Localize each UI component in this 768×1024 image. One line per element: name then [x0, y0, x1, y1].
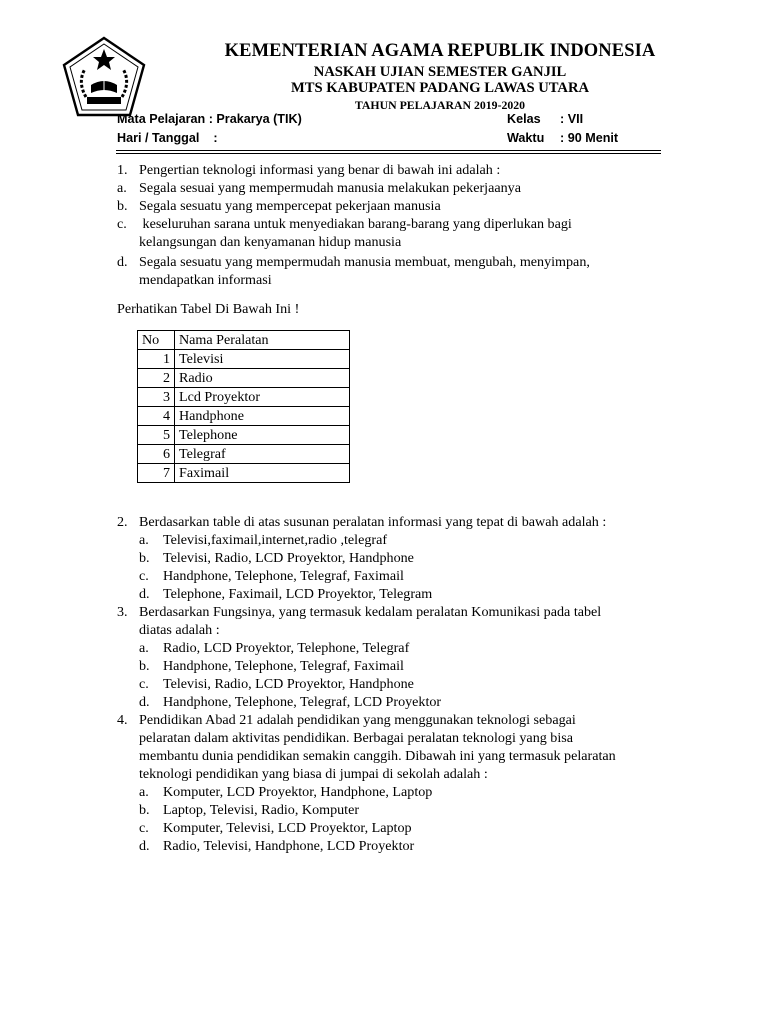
class-label: Kelas	[507, 112, 541, 126]
q1-option-d-line1: Segala sesuatu yang mempermudah manusia membuat, mengubah, menyimpan,	[139, 254, 590, 270]
class-value: : VII	[560, 112, 584, 126]
table-cell-no: 1	[138, 350, 175, 369]
table-cell-no: 2	[138, 369, 175, 388]
q4-option-letter: a.	[139, 784, 149, 800]
table-cell-name: Handphone	[175, 407, 350, 426]
table-row	[138, 445, 350, 464]
question-4-text-line3: membantu dunia pendidikan semakin canggih. Dibawah ini yang termasuk pelaratan	[139, 748, 616, 764]
time-value: : 90 Menit	[560, 131, 619, 145]
question-2-text: Berdasarkan table di atas susunan peralatan informasi yang tepat di bawah adalah :	[139, 514, 607, 530]
q4-option-b: Laptop, Televisi, Radio, Komputer	[163, 802, 360, 818]
table-cell-no: 3	[138, 388, 175, 407]
q3-option-a: Radio, LCD Proyektor, Telephone, Telegraf	[163, 640, 410, 656]
question-1-text: Pengertian teknologi informasi yang benar di bawah ini adalah :	[139, 162, 501, 178]
q3-option-b: Handphone, Telephone, Telegraf, Faximail	[163, 658, 404, 674]
kemenag-logo-icon	[60, 35, 148, 119]
question-3-text-line2: diatas adalah :	[139, 622, 220, 638]
q2-option-b: Televisi, Radio, LCD Proyektor, Handphone	[163, 550, 414, 566]
q4-option-a: Komputer, LCD Proyektor, Handphone, Laptop	[163, 784, 433, 800]
school-name: MTS KABUPATEN PADANG LAWAS UTARA	[290, 80, 590, 96]
q1-option-letter: a.	[117, 180, 127, 196]
subject-label: Mata Pelajaran : Prakarya (TIK)	[117, 112, 302, 126]
question-4-number: 4.	[117, 712, 128, 728]
table-cell-name: Lcd Proyektor	[175, 388, 350, 407]
table-row	[138, 350, 350, 369]
q1-option-letter: b.	[117, 198, 128, 214]
question-4-text-line4: teknologi pendidikan yang biasa di jumpai di sekolah adalah :	[139, 766, 488, 782]
table-cell-no: 6	[138, 445, 175, 464]
table-header-no: No	[138, 331, 175, 350]
q4-option-c: Komputer, Televisi, LCD Proyektor, Laptop	[163, 820, 412, 836]
q1-option-c-line2: kelangsungan dan kenyamanan hidup manusia	[139, 234, 402, 250]
q3-option-letter: a.	[139, 640, 149, 656]
table-cell-no: 4	[138, 407, 175, 426]
q3-option-letter: b.	[139, 658, 150, 674]
table-intro: Perhatikan Tabel Di Bawah Ini !	[117, 301, 300, 317]
table-cell-no: 5	[138, 426, 175, 445]
q1-option-letter: d.	[117, 254, 128, 270]
q4-option-letter: b.	[139, 802, 150, 818]
table-cell-name: Telephone	[175, 426, 350, 445]
question-3-number: 3.	[117, 604, 128, 620]
table-row	[138, 464, 350, 483]
table-cell-name: Faximail	[175, 464, 350, 483]
time-label: Waktu	[507, 131, 545, 145]
table-header-row	[138, 331, 350, 350]
q2-option-letter: a.	[139, 532, 149, 548]
q3-option-d: Handphone, Telephone, Telegraf, LCD Proyektor	[163, 694, 442, 710]
q2-option-letter: c.	[139, 568, 149, 584]
date-label: Hari / Tanggal :	[117, 131, 218, 145]
question-3-text-line1: Berdasarkan Fungsinya, yang termasuk kedalam peralatan Komunikasi pada tabel	[139, 604, 602, 620]
q2-option-d: Telephone, Faximail, LCD Proyektor, Telegram	[163, 586, 433, 602]
header-divider-top	[116, 150, 661, 151]
question-4-text-line1: Pendidikan Abad 21 adalah pendidikan yang menggunakan teknologi sebagai	[139, 712, 576, 728]
academic-year: TAHUN PELAJARAN 2019-2020	[354, 98, 526, 112]
q1-option-letter: c.	[117, 216, 127, 232]
q3-option-letter: c.	[139, 676, 149, 692]
header-divider-bottom	[116, 153, 661, 154]
q2-option-letter: b.	[139, 550, 150, 566]
ministry-title: KEMENTERIAN AGAMA REPUBLIK INDONESIA	[224, 41, 656, 61]
q2-option-c: Handphone, Telephone, Telegraf, Faximail	[163, 568, 404, 584]
equipment-table	[137, 330, 350, 483]
table-cell-name: Radio	[175, 369, 350, 388]
q1-option-d-line2: mendapatkan informasi	[139, 272, 272, 288]
question-4-text-line2: pelaratan dalam aktivitas pendidikan. Berbagai peralatan teknologi yang bisa	[139, 730, 574, 746]
q2-option-a: Televisi,faximail,internet,radio ,telegraf	[163, 532, 388, 548]
q4-option-letter: d.	[139, 838, 150, 854]
table-row	[138, 407, 350, 426]
q1-option-c-line1: keseluruhan sarana untuk menyediakan barang-barang yang diperlukan bagi	[139, 216, 572, 232]
q1-option-b: Segala sesuatu yang mempercepat pekerjaan manusia	[139, 198, 441, 214]
table-header-name: Nama Peralatan	[175, 331, 350, 350]
question-2-number: 2.	[117, 514, 128, 530]
exam-title: NASKAH UJIAN SEMESTER GANJIL	[313, 64, 567, 80]
table-row	[138, 426, 350, 445]
q3-option-letter: d.	[139, 694, 150, 710]
q4-option-letter: c.	[139, 820, 149, 836]
question-1-number: 1.	[117, 162, 128, 178]
q2-option-letter: d.	[139, 586, 150, 602]
q3-option-c: Televisi, Radio, LCD Proyektor, Handphone	[163, 676, 414, 692]
table-row	[138, 388, 350, 407]
table-cell-name: Televisi	[175, 350, 350, 369]
table-cell-name: Telegraf	[175, 445, 350, 464]
table-row	[138, 369, 350, 388]
q1-option-a: Segala sesuai yang mempermudah manusia melakukan pekerjaanya	[139, 180, 521, 196]
table-cell-no: 7	[138, 464, 175, 483]
q4-option-d: Radio, Televisi, Handphone, LCD Proyektor	[163, 838, 415, 854]
